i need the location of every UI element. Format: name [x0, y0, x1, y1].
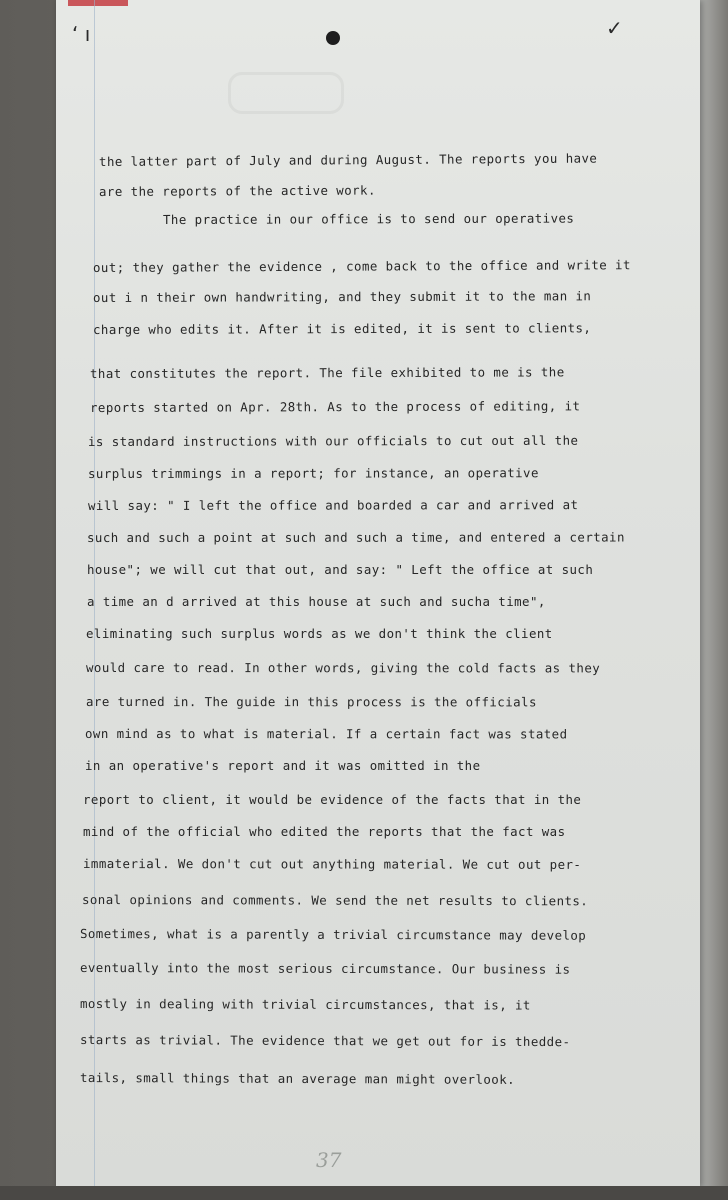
text-line: the latter part of July and during August. The reports you have [98, 150, 598, 169]
text-line: a time an d arrived at this house at such and sucha time", [87, 594, 546, 609]
text-line: surplus trimmings in a report; for instance, an operative [87, 465, 539, 481]
text-line: out; they gather the evidence , come back to the office and write it [92, 257, 631, 275]
text-line: report to client, it would be evidence of the facts that in the [83, 792, 582, 807]
text-line: reports started on Apr. 28th. As to the process of editing, it [89, 398, 581, 415]
bottom-shadow-band [0, 1186, 728, 1200]
text-line: are turned in. The guide in this process is the officials [85, 694, 537, 710]
text-line: tails, small things that an average man might overlook. [79, 1070, 516, 1087]
text-line: are the reports of the active work. [98, 182, 376, 199]
text-line: Sometimes, what is a parently a trivial circumstance may develop [79, 926, 587, 943]
text-line: eventually into the most serious circumstance. Our business is [79, 960, 571, 977]
handwritten-page-number: 37 [316, 1148, 342, 1172]
text-line: house"; we will cut that out, and say: " Left the office at such [87, 562, 594, 577]
text-line: mostly in dealing with trivial circumstances, that is, it [79, 996, 531, 1013]
text-line: immaterial. We don't cut out anything material. We cut out per- [82, 856, 582, 872]
text-line: own mind as to what is material. If a certain fact was stated [84, 726, 568, 742]
text-line: starts as trivial. The evidence that we get out for is thedde- [79, 1032, 571, 1050]
text-line: in an operative's report and it was omitted in the [85, 758, 481, 773]
pencil-check-mark: ✓ [606, 16, 623, 40]
text-line: eliminating such surplus words as we don't think the client [86, 626, 553, 641]
text-line: will say: " I left the office and boarded a car and arrived at [87, 497, 579, 513]
punch-hole [326, 31, 340, 45]
text-line: charge who edits it. After it is edited, it is sent to clients, [92, 320, 592, 337]
faded-watermark [228, 72, 344, 114]
text-line: mind of the official who edited the reports that the fact was [83, 824, 566, 839]
text-line: would care to read. In other words, giving the cold facts as they [85, 660, 601, 676]
text-line: sonal opinions and comments. We send the net results to clients. [81, 892, 589, 909]
text-line: The practice in our office is to send our operatives [162, 210, 575, 227]
text-line: out i n their own handwriting, and they submit it to the man in [92, 288, 592, 305]
text-line: such and such a point at such and such a time, and entered a certain [86, 529, 625, 545]
text-line: is standard instructions with our officials to cut out all the [87, 432, 579, 449]
pencil-tick-mark: ʻ ı [72, 22, 91, 46]
text-line: that constitutes the report. The file exhibited to me is the [89, 364, 565, 381]
red-tab-marker [68, 0, 128, 6]
